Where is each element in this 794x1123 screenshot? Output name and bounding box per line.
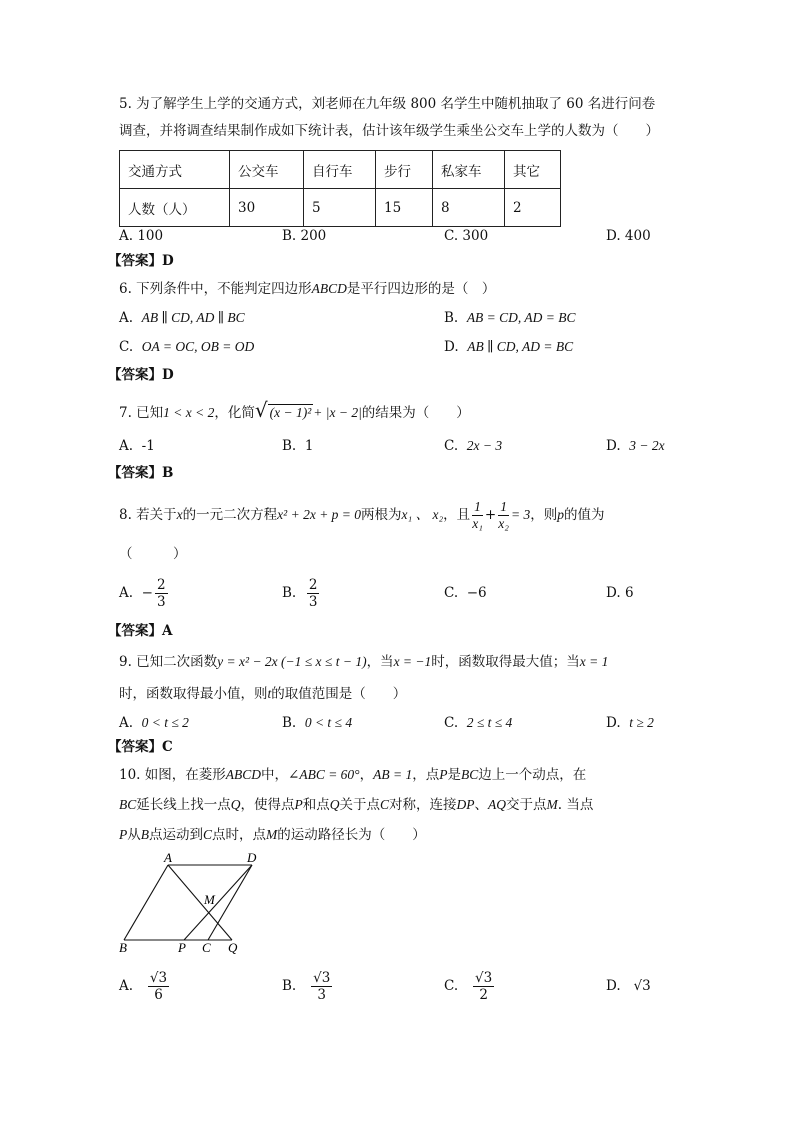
q10-option-a: A. $\frac{√3}{6}$ <box>119 970 168 1003</box>
label-c: C <box>202 940 211 955</box>
table-cell: 8 <box>433 189 505 227</box>
q10-option-c: C. $\frac{√3}{2}$ <box>444 970 493 1003</box>
q8-option-a: A. − $\frac{2}{3}$ <box>119 577 166 610</box>
table-cell: 自行车 <box>304 151 376 189</box>
q5-option-d: D. 400 <box>606 228 651 244</box>
q8-frac-1: $\frac{1}{\text{x₁}}$ <box>472 499 483 531</box>
q8-paren: （ ） <box>119 546 187 562</box>
q9-option-a: A. 0 < t ≤ 2 <box>119 715 189 731</box>
label-p: P <box>178 940 186 955</box>
table-cell: 步行 <box>376 151 433 189</box>
q9-option-b: B. 0 < t ≤ 4 <box>282 715 353 731</box>
q7-abs: + |x − 2| <box>313 405 362 420</box>
q5-option-c: C. 300 <box>444 228 489 244</box>
table-cell: 公交车 <box>230 151 304 189</box>
q8-roots: x₁ 、 x₂ <box>401 507 444 522</box>
table-row <box>120 189 561 227</box>
q5-answer: 【答案】D <box>108 253 174 269</box>
label-d: D <box>247 850 257 865</box>
q6-option-c: C. OA = OC, OB = OD <box>119 339 255 355</box>
q8-stem: 8. 若关于x的一元二次方程x² + 2x + p = 0两根为x₁ 、 x₂，且 $\frac{1}{\text{x₁}}$ + $\frac{1}{\text{x₂}}$ = 3，则p的值为 <box>119 499 605 531</box>
q8-equation: x² + 2x + p = 0 <box>277 507 362 522</box>
q7-answer: 【答案】B <box>108 465 174 481</box>
q5-stem-line1: 5. 为了解学生上学的交通方式，刘老师在九年级 800 名学生中随机抽取了 60 名进行问卷 <box>119 96 656 112</box>
q8-option-b: B. $\frac{2}{3}$ <box>282 577 318 610</box>
q7-option-a: A. -1 <box>119 438 155 454</box>
q8-answer: 【答案】A <box>108 623 173 639</box>
rhombus-figure <box>110 848 280 960</box>
q10-stem-line3: P从B点运动到C点时，点M的运动路径长为（ ） <box>119 827 426 843</box>
table-cell: 5 <box>304 189 376 227</box>
table-cell: 15 <box>376 189 433 227</box>
q9-answer: 【答案】C <box>108 739 173 755</box>
label-q: Q <box>228 940 238 955</box>
q6-stem-text: 是平行四边形的是（ ） <box>346 281 496 297</box>
q7-stem: 7. 已知1 < x < 2，化简√ (x − 1)² + |x − 2|的结果为（ ） <box>119 398 470 422</box>
q9-function: y = x² − 2x (−1 ≤ x ≤ t − 1) <box>217 654 367 669</box>
table-cell: 30 <box>230 189 304 227</box>
table-header-row <box>120 151 561 189</box>
q8-option-c: C. −6 <box>444 585 487 601</box>
q6-stem <box>119 279 495 299</box>
q7-radicand: (x − 1)² <box>269 405 312 420</box>
q10-option-b: B. $\frac{√3}{3}$ <box>282 970 331 1003</box>
sqrt-sign: √ <box>254 398 268 422</box>
q6-option-d: D. AB ∥ CD, AD = BC <box>444 339 574 355</box>
label-a: A <box>164 850 172 865</box>
table-cell: 私家车 <box>433 151 505 189</box>
q10-stem-line2: BC延长线上找一点Q，使得点P和点Q关于点C对称，连接DP、AQ交于点M. 当点 <box>119 797 594 813</box>
q9-option-c: C. 2 ≤ t ≤ 4 <box>444 715 513 731</box>
q7-condition: 1 < x < 2 <box>163 405 215 420</box>
q6-answer: 【答案】D <box>108 367 174 383</box>
table-cell: 交通方式 <box>120 151 230 189</box>
table-cell: 其它 <box>505 151 561 189</box>
label-m: M <box>204 892 215 907</box>
q10-stem-line1: 10. 如图，在菱形ABCD中，∠ABC = 60°，AB = 1，点P是BC边上一个动点，在 <box>119 767 587 783</box>
segment-dp <box>184 865 252 940</box>
q6-option-b: B. AB = CD, AD = BC <box>444 310 576 326</box>
q6-stem-var: ABCD <box>311 281 347 296</box>
q5-stem-line2: 调查，并将调查结果制作成如下统计表，估计该年级学生乘坐公交车上学的人数为（ ） <box>119 123 659 139</box>
q9-stem-line1: 9. 已知二次函数y = x² − 2x (−1 ≤ x ≤ t − 1)，当x = −1时，函数取得最大值；当x = 1 <box>119 654 609 670</box>
q5-option-b: B. 200 <box>282 228 327 244</box>
q6-option-a: A. AB ∥ CD, AD ∥ BC <box>119 310 245 326</box>
segment-aq <box>168 865 232 940</box>
q6-stem-text: 6. 下列条件中，不能判定四边形 <box>119 281 312 297</box>
q8-frac-2: $\frac{1}{\text{x₂}}$ <box>498 499 509 531</box>
q5-table <box>119 150 561 227</box>
q9-option-d: D. t ≥ 2 <box>606 715 654 731</box>
q10-option-d: D. √3 <box>606 978 651 994</box>
q7-option-c: C. 2x − 3 <box>444 438 503 454</box>
q7-option-b: B. 1 <box>282 438 314 454</box>
q9-stem-line2: 时，函数取得最小值，则t的取值范围是（ ） <box>119 686 407 702</box>
segment-ab <box>124 865 168 940</box>
table-cell: 2 <box>505 189 561 227</box>
label-b: B <box>119 940 127 955</box>
q7-option-d: D. 3 − 2x <box>606 438 665 454</box>
table-cell: 人数（人） <box>120 189 230 227</box>
q8-option-d: D. 6 <box>606 585 634 601</box>
q5-option-a: A. 100 <box>119 228 164 244</box>
